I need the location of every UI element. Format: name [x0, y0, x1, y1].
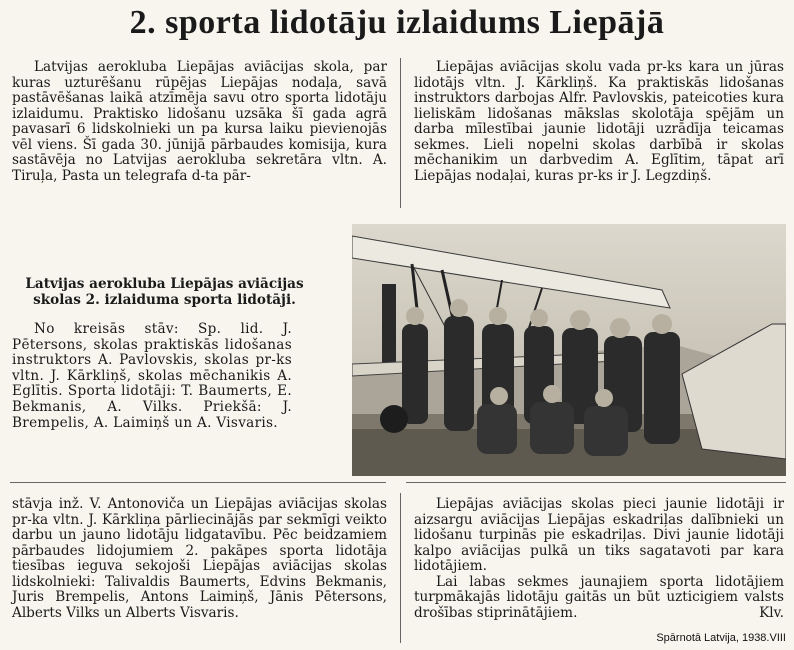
- column-4-paragraph-2-text: Lai labas sekmes jaunajiem sporta lidotājiem turpmākajās lidotāju gaitās un būt uzticigiem valsts drošības stiprinātājiem.: [414, 573, 784, 621]
- photo-caption-text: No kreisās stāv: Sp. lid. J. Pētersons, skolas praktiskās lidošanas instruktors A. Pavlovskis, skolas pr-ks vltn. J. Kārkliņš, skolas mēchanikis A. Eglītis. Sporta lidotāji: T. Baumerts, E. Bekmanis, A. Vilks. Priekšā: J. Brempelis, A. Laimiņš un A. Visvaris.: [12, 321, 292, 431]
- column-1: [12, 60, 387, 184]
- author-signature: Klv.: [759, 604, 784, 621]
- column-divider-bottom: [400, 493, 401, 643]
- column-divider-top: [400, 58, 401, 208]
- column-2: [414, 60, 784, 184]
- source-credit: Spārnotā Latvija, 1938.VIII: [656, 632, 786, 644]
- column-3-paragraph: stāvja inž. V. Antonoviča un Liepājas aviācijas skolas pr-ka vltn. J. Kārkliņa pārliecinājās par sekmīgi veikto darbu un jauno lidotāju lidgatavību. Pēc beidzamiem pārbaudes lidojumiem 2. pakāpes sporta lidotāja tiesības ieguva sekojoši Liepājas aviācijas skolas lidskolnieki: Talivaldis Baumerts, Edvins Bekmanis, Juris Brempelis, Antons Laimiņš, Jānis Pētersons, Alberts Vilks un Alberts Visvaris.: [12, 496, 387, 621]
- column-3: [12, 497, 387, 621]
- column-1-paragraph: Latvijas aerokluba Liepājas aviācijas skola, par kuras uzturēšanu rūpējas Liepājas nodaļa, savā pastāvēšanas laikā atzīmēja savu otro sporta lidotāju izlaidumu. Praktisko lidošanu uzsāka šī gada agrā pavasarī 6 lidskolnieki un pa kursa laiku pievienojās vēl viens. Šī gada 30. jūnijā pārbaudes komisija, kura sastāvēja no Latvijas aerokluba sekretāra vltn. A. Tiruļa, Pasta un telegrafa d-ta pār-: [12, 59, 387, 184]
- article-title: 2. sporta lidotāju izlaidums Liepājā: [129, 4, 665, 41]
- section-divider-left: [10, 482, 386, 483]
- group-photo-illustration: [352, 224, 786, 476]
- section-divider-right: [406, 482, 786, 483]
- column-4: [414, 497, 784, 621]
- column-4-paragraph-1: Liepājas aviācijas skolas pieci jaunie lidotāji ir aizsargu aviācijas Liepājas eskadriļas dalībnieki un lidošanu turpinās pie eskadriļas. Divi jaunie lidotāji kalpo aviācijas pulkā un tiks sagatavoti par kara lidotājiem.: [414, 496, 784, 574]
- column-2-paragraph: Liepājas aviācijas skolu vada pr-ks kara un jūras lidotājs vltn. J. Kārkliņš. Ka praktiskās lidošanas instruktors darbojas Alfr. Pavlovskis, pateicoties kura lieliskām lidošanas mākslas skolotāja spējām un darba mīlestībai jaunie lidotāji uzrādīja teicamas sekmes. Lieli nopelni skolas darbībā ir skolas mēchanikim un darbvedim A. Eglītim, tāpat arī Liepājas nodaļai, kuras pr-ks ir J. Legzdiņš.: [414, 59, 784, 184]
- group-photo: [352, 224, 786, 476]
- column-4-paragraph-2: [414, 575, 784, 622]
- photo-caption-title: Latvijas aerokluba Liepājas aviācijas skolas 2. izlaiduma sporta lidotāji.: [25, 276, 304, 308]
